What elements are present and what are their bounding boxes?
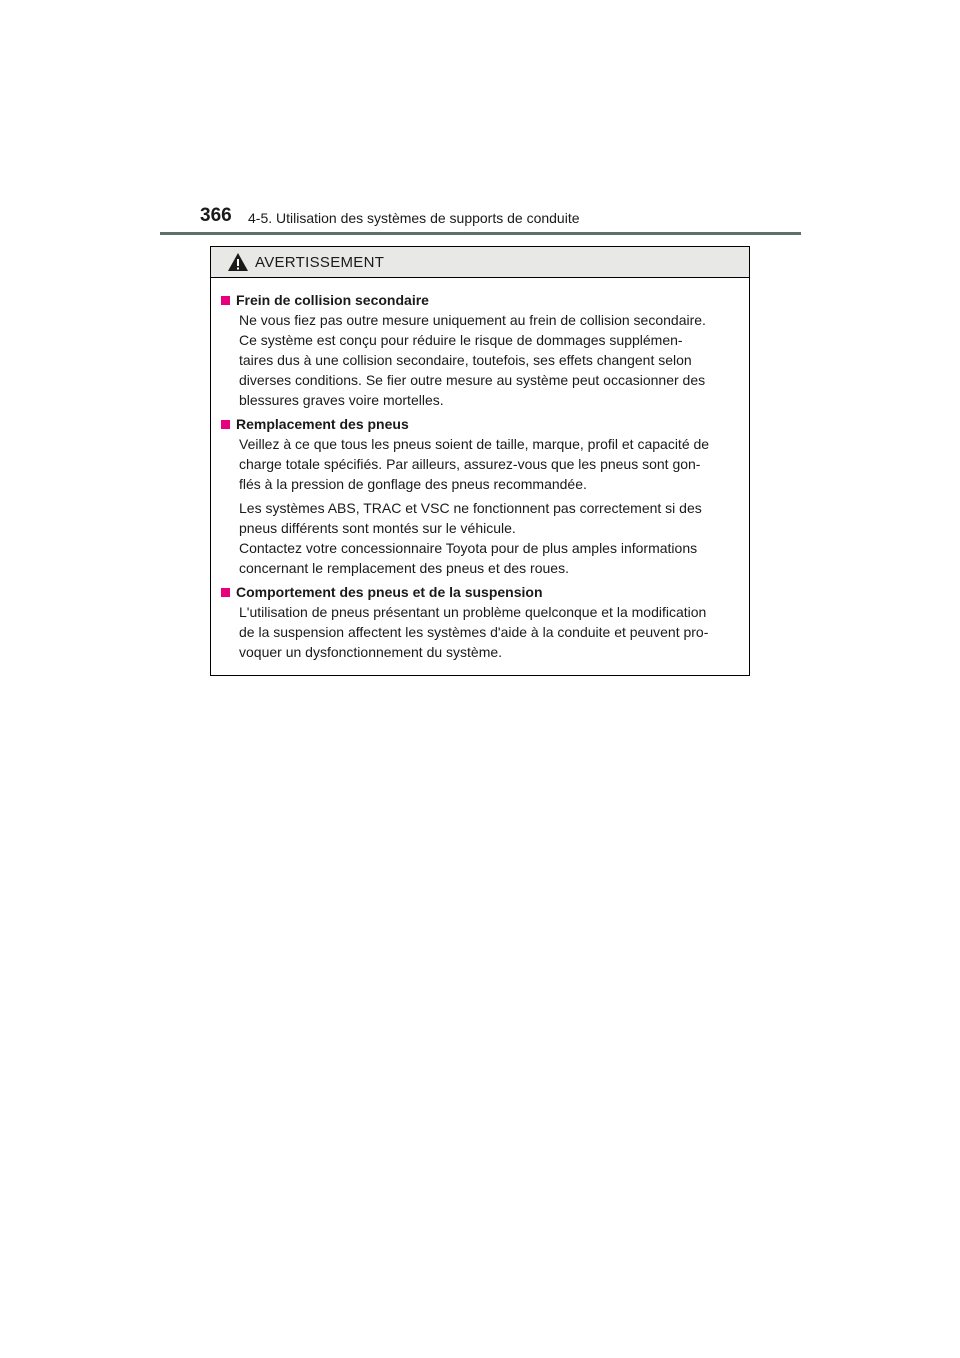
text-line: Les systèmes ABS, TRAC et VSC ne fonctionnent pas correctement si des <box>239 500 702 516</box>
warning-triangle-icon <box>227 252 249 272</box>
paragraph <box>239 434 739 494</box>
text-line: pneus différents sont montés sur le véhicule. <box>239 520 516 536</box>
paragraph <box>239 498 739 578</box>
warning-item <box>221 582 739 662</box>
warning-item <box>221 414 739 578</box>
paragraph <box>239 310 739 410</box>
text-line: taires dus à une collision secondaire, toutefois, ses effets changent selon <box>239 352 692 368</box>
paragraph <box>239 602 739 662</box>
text-line: concernant le remplacement des pneus et des roues. <box>239 560 569 576</box>
item-heading: Frein de collision secondaire <box>236 292 429 308</box>
text-line: voquer un dysfonctionnement du système. <box>239 644 503 660</box>
warning-box <box>210 246 750 676</box>
warning-body <box>211 278 749 662</box>
section-title: 4-5. Utilisation des systèmes de supports de conduite <box>248 210 580 226</box>
text-line: Ce système est conçu pour réduire le risque de dommages supplémen- <box>239 332 683 348</box>
text-line: Contactez votre concessionnaire Toyota pour de plus amples informations <box>239 540 698 556</box>
header-rule <box>160 232 801 235</box>
page-number: 366 <box>200 205 232 226</box>
square-bullet-icon <box>221 296 230 305</box>
square-bullet-icon <box>221 588 230 597</box>
item-heading: Remplacement des pneus <box>236 416 409 432</box>
warning-header <box>211 247 749 278</box>
text-line: diverses conditions. Se fier outre mesure au système peut occasionner des <box>239 372 706 388</box>
square-bullet-icon <box>221 420 230 429</box>
text-line: L'utilisation de pneus présentant un problème quelconque et la modification <box>239 604 707 620</box>
warning-title: AVERTISSEMENT <box>255 253 385 271</box>
text-line: blessures graves voire mortelles. <box>239 392 444 408</box>
text-line: flés à la pression de gonflage des pneus recommandée. <box>239 476 587 492</box>
text-line: de la suspension affectent les systèmes d'aide à la conduite et peuvent pro- <box>239 624 709 640</box>
text-line: charge totale spécifiés. Par ailleurs, assurez-vous que les pneus sont gon- <box>239 456 701 472</box>
text-line: Ne vous fiez pas outre mesure uniquement au frein de collision secondaire. <box>239 312 706 328</box>
item-heading: Comportement des pneus et de la suspension <box>236 584 543 600</box>
page-header <box>200 205 800 229</box>
warning-item <box>221 290 739 410</box>
text-line: Veillez à ce que tous les pneus soient de taille, marque, profil et capacité de <box>239 436 710 452</box>
